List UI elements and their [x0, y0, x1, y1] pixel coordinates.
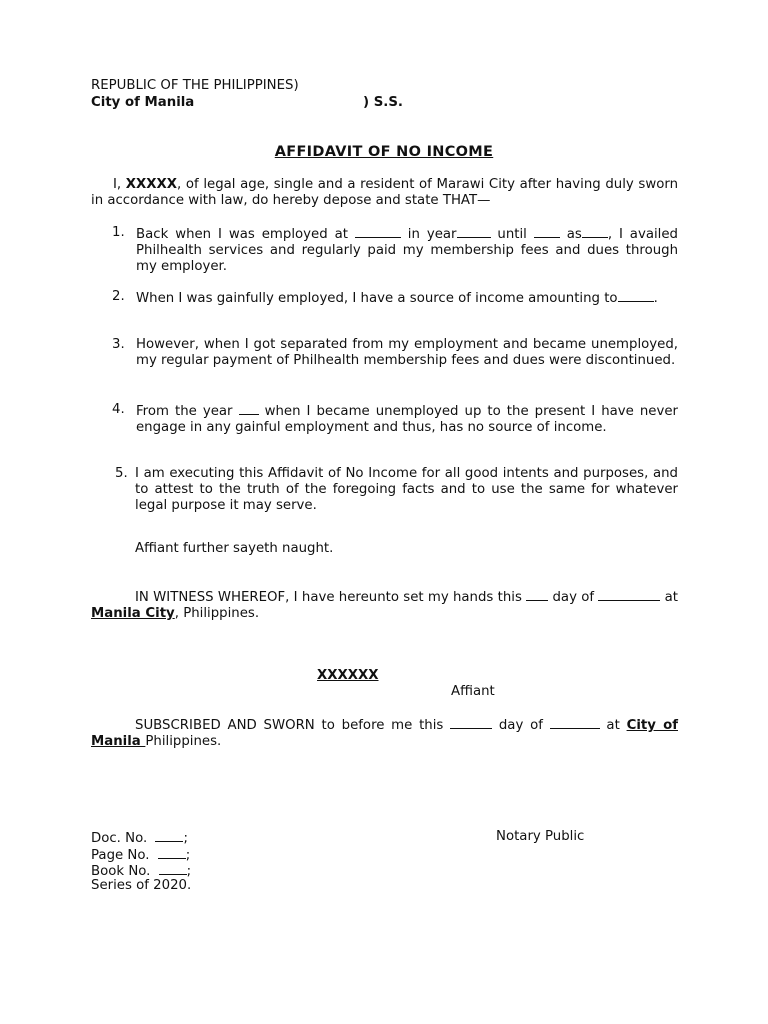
unemployed-year-blank [239, 402, 259, 415]
header-republic [91, 78, 678, 94]
book-no-label: Book No. [91, 864, 151, 879]
subscribed-paragraph [91, 716, 678, 750]
header-city-line [91, 95, 678, 111]
page-no-blank [158, 846, 186, 859]
ss-text: ) S.S. [363, 95, 403, 110]
subscribed-place: City of Manila [91, 718, 678, 749]
income-blank [618, 289, 654, 302]
list-item-2 [112, 289, 678, 307]
subscribed-month-blank [550, 716, 600, 729]
affiant-label: Affiant [451, 684, 495, 699]
page-no-suffix: ; [185, 848, 191, 863]
witness-text: IN WITNESS WHEREOF, I have hereunto set my hands this [135, 590, 527, 605]
item-text: when I became unemployed up to the present I have never engage in any gainful employment and thus, has no source of income. [136, 404, 678, 435]
item-number: 2. [112, 289, 125, 304]
subscribed-day-blank [450, 716, 492, 729]
item-text: as [559, 227, 582, 242]
book-no-suffix: ; [186, 864, 192, 879]
witness-place: Manila City [91, 606, 175, 621]
employer-blank [355, 225, 401, 238]
item-text: When I was gainfully employed, I have a source of income amounting to [136, 291, 618, 306]
list-item-3 [112, 337, 678, 369]
subscribed-text: Philippines. [145, 734, 222, 749]
doc-no-suffix: ; [183, 831, 188, 846]
intro-lead: I, [113, 177, 126, 192]
list-item-4 [112, 402, 678, 436]
witness-day-blank [526, 588, 548, 601]
list-item-1 [112, 225, 678, 275]
item-text: However, when I got separated from my employment and became unemployed, my regular payment of Philhealth membership fees and dues were discontinued. [136, 337, 678, 368]
signature-name: XXXXXX [317, 668, 379, 683]
city-text: City of Manila [91, 95, 195, 110]
year-blank [457, 225, 491, 238]
subscribed-text: at [599, 718, 620, 733]
item-number: 1. [112, 225, 125, 240]
title-text: AFFIDAVIT OF NO INCOME [274, 144, 494, 160]
series-line [91, 878, 678, 894]
until-blank [534, 225, 560, 238]
doc-no-line [91, 829, 678, 847]
witness-text: at [660, 590, 679, 605]
subscribed-text: SUBSCRIBED AND SWORN to before me this [135, 718, 451, 733]
position-blank [582, 225, 608, 238]
item-text: Back when I was employed at [136, 227, 355, 242]
doc-no-blank [155, 829, 183, 842]
further-sayeth [135, 541, 678, 557]
book-no-blank [159, 862, 187, 875]
item-text: until [490, 227, 534, 242]
witness-text: day of [548, 590, 595, 605]
item-text: From the year [136, 404, 239, 419]
subscribed-text: day of [492, 718, 550, 733]
document-title [0, 144, 768, 160]
witness-paragraph [91, 588, 678, 622]
page-no-label: Page No. [91, 848, 150, 863]
item-text: I am executing this Affidavit of No Income for all good intents and purposes, and to attest to the truth of the foregoing facts and to use the same for whatever legal purpose it may serve. [135, 466, 678, 513]
item-text: in year [400, 227, 457, 242]
doc-no-label: Doc. No. [91, 831, 148, 846]
further-text: Affiant further sayeth naught. [135, 541, 334, 556]
intro-rest: , of legal age, single and a resident of Marawi City after having duly sworn in accordance with law, do hereby depose and state THAT— [91, 177, 678, 208]
affiant-name-placeholder: XXXXX [125, 177, 178, 192]
item-text: . [653, 291, 658, 306]
list-item-5 [115, 466, 678, 514]
notary-public-label: Notary Public [496, 829, 585, 844]
item-text: , I availed Philhealth services and regularly paid my membership fees and dues through my employer. [136, 227, 678, 274]
witness-text: , Philippines. [174, 606, 260, 621]
series-text: Series of 2020. [91, 878, 192, 893]
republic-text: REPUBLIC OF THE PHILIPPINES) [91, 78, 299, 93]
intro-paragraph [91, 177, 678, 209]
witness-month-blank [598, 588, 660, 601]
item-number: 3. [112, 337, 125, 352]
item-number: 5. [115, 466, 128, 481]
item-number: 4. [112, 402, 125, 417]
